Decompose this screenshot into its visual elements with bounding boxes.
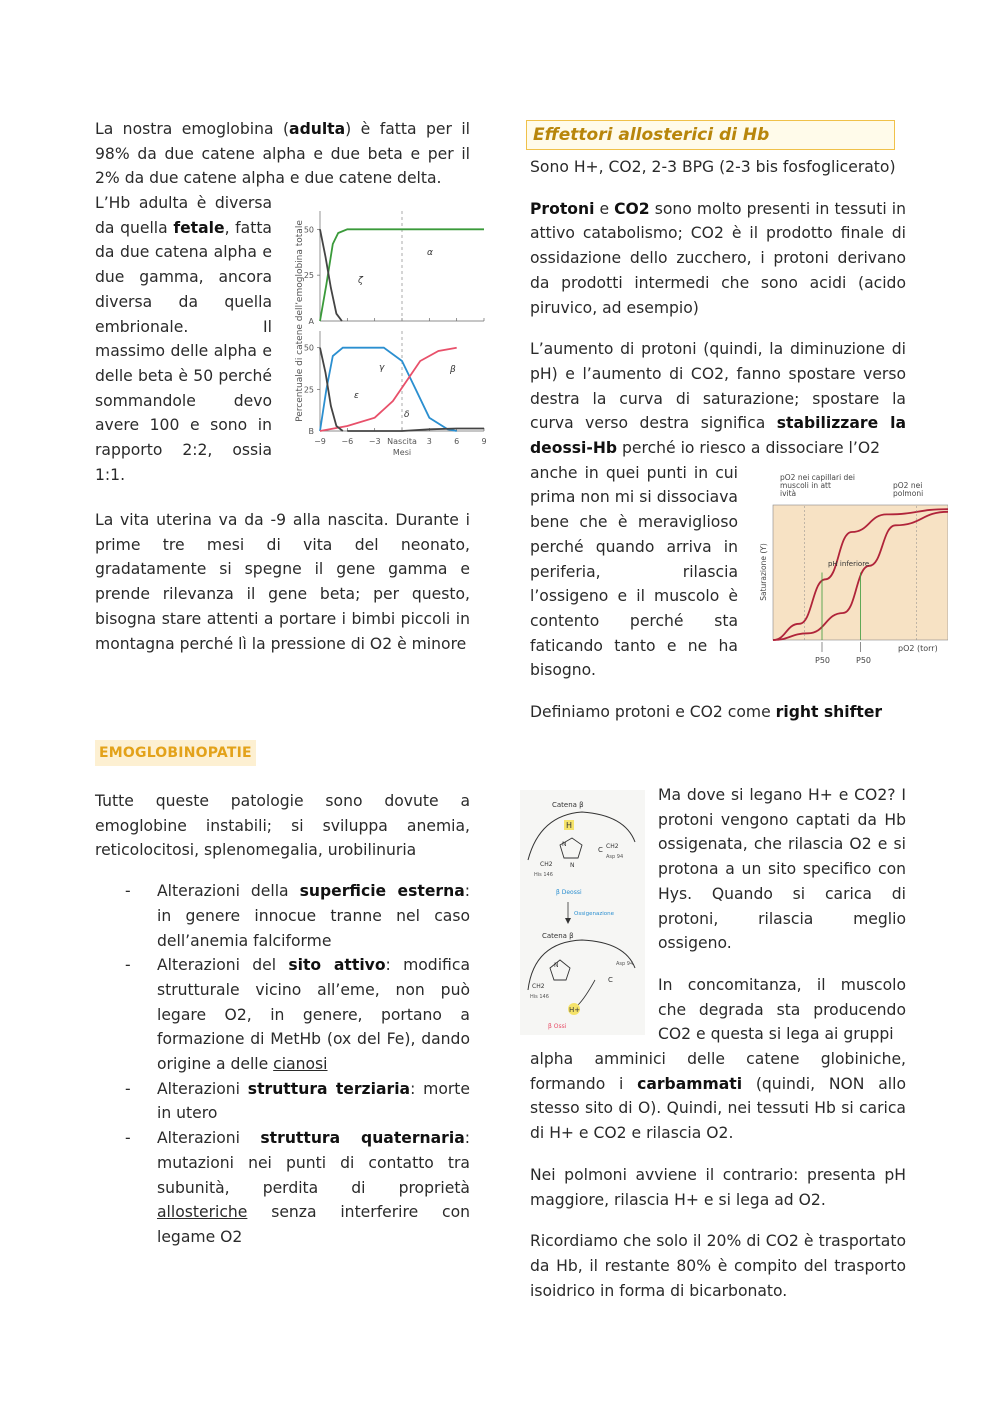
co2-transport-paragraph: Ricordiamo che solo il 20% di CO2 è trasportato da Hb, il restante 80% è compito del trasporto isoidrico in forma di bicarbonato. <box>530 1232 906 1300</box>
item-underlined: cianosi <box>273 1055 328 1074</box>
sat-ylabel: Saturazione (Y) <box>759 543 768 601</box>
item-text: Alterazioni del <box>157 956 289 975</box>
sat-muscle-label: pO2 nei capillari dei muscoli in att ività <box>780 473 858 498</box>
right-shifter-paragraph: Definiamo protoni e CO2 come right shifter <box>530 703 883 722</box>
diagram-asp-bottom: Asp 94 <box>616 961 634 967</box>
diagram-n3: N <box>554 962 559 969</box>
diagram-bottom-label: Catena β <box>542 932 574 940</box>
item-text: senza interferire con legame O2 <box>157 1203 470 1246</box>
binding-paragraph <box>658 783 906 1047</box>
diagram-oxy-label: β Ossi <box>548 1023 567 1030</box>
item-bold: sito attivo <box>288 956 386 975</box>
item-text: : morte in utero <box>157 1079 470 1123</box>
sat-p50-label-2: P50 <box>856 656 872 665</box>
allosteric-heading: Effettori allosterici di Hb <box>526 120 895 150</box>
item-text: : in genere innocue tranne nel caso dell’anemia falciforme <box>157 882 471 950</box>
diagram-deoxy-label: β Deossi <box>556 889 582 896</box>
alteration-item <box>95 1077 470 1126</box>
alteration-item <box>95 879 470 953</box>
diagram-his-bottom: His 146 <box>530 994 549 1000</box>
item-text: Alterazioni della <box>157 882 300 901</box>
sat-xlabel: pO2 (torr) <box>898 644 938 653</box>
diagram-his-top: His 146 <box>534 872 553 878</box>
item-bold: struttura quaternaria <box>260 1129 465 1148</box>
right-column-bottom <box>530 1047 906 1303</box>
alterations-list <box>95 879 470 1250</box>
right-shift-paragraph: L’aumento di protoni (quindi, la diminuzione di pH) e l’aumento di CO2, fanno spostare verso destra la curva di saturazione; spostare la curva verso destra significa stabilizzare la deossi-Hb perché io riesco a dissociare l’O2 <box>530 340 906 458</box>
chart-birth-label: Nascita <box>387 437 417 446</box>
sat-ph-label: pH inferiore <box>828 560 870 568</box>
binding-site-diagram <box>520 790 645 1035</box>
effectors-list: Sono H+, CO2, 2-3 BPG (2-3 bis fosfoglicerato) <box>530 158 896 176</box>
diagram-ch2-top: CH2 <box>540 861 553 868</box>
list-dash: - <box>125 882 131 901</box>
hb-chains-chart <box>292 203 492 465</box>
chart-series-line <box>347 429 484 432</box>
uterine-life-paragraph: La vita uterina va da -9 alla nascita. Durante i prime tre mesi di vita del neonato, gradatamente si spegne il gene gamma e prende rilevanza il gene beta; per questo, bisogna stare attenti a portare i bimbi piccoli in montagna perché lì la pressione di O2 è minore <box>95 511 470 653</box>
diagram-top-label: Catena β <box>552 801 584 809</box>
chart-x-tick-label: −6 <box>341 437 354 446</box>
emoglobinopatie-heading: EMOGLOBINOPATIE <box>95 740 256 766</box>
list-dash: - <box>125 956 131 975</box>
diagram-hplus: H+ <box>569 1006 581 1014</box>
protons-co2-paragraph: Protoni e CO2 sono molto presenti in tessuti in attivo catabolismo; CO2 è il prodotto finale di ossidazione dello zucchero, i protoni derivano da prodotti intermedi che sono acidi (acido piruvico, ad esempio) <box>530 199 906 317</box>
list-dash: - <box>125 1129 131 1148</box>
chart-plot <box>304 211 487 457</box>
diagram-h: H <box>566 821 573 830</box>
diagram-ch2-bottom: CH2 <box>532 983 545 990</box>
item-bold: superficie esterna <box>299 882 465 901</box>
list-dash: - <box>125 1079 131 1098</box>
diagram-c-top: C <box>598 846 603 854</box>
chart-series-label: α <box>427 248 433 258</box>
diagram-c-bottom: C <box>608 976 613 984</box>
chart-series-label: γ <box>379 363 385 373</box>
diagram-ch2-asp: CH2 <box>606 843 619 850</box>
chart-y-tick-label: 25 <box>303 385 314 395</box>
chart-y-tick-label: 50 <box>303 225 314 235</box>
chart-xlabel: Mesi <box>392 448 412 457</box>
chart-x-tick-label: 6 <box>454 437 460 446</box>
diagram-n1: N <box>562 841 567 848</box>
sat-lungs-label: pO2 nei polmoni <box>893 481 925 498</box>
chart-series-label: ζ <box>358 276 363 286</box>
item-text: : mutazioni nei punti di contatto tra subunità, perdita di proprietà <box>157 1129 471 1197</box>
pathologies-intro: Tutte queste patologie sono dovute a emoglobine instabili; si sviluppa anemia, reticolocitosi, splenomegalia, urobilinuria <box>95 792 470 860</box>
binding-question: Ma dove si legano H+ e CO2? I protoni vengono captati da Hb ossigenata, che rilascia O2 e si protona a un sito specifico con Hys. Quando si carica di protoni, rilascia meglio ossigeno. <box>658 786 906 953</box>
diagram-n2: N <box>570 862 575 869</box>
carbamate-paragraph: alpha amminici delle catene globiniche, formando i carbammati (quindi, NON allo stesso sito di O). Quindi, nei tessuti Hb si carica di H+ e CO2 e rilascia O2. <box>530 1050 906 1143</box>
item-text: : modifica strutturale vicino all’eme, non può legare O2, in genere, portano a formazione di MetHb (ox del Fe), dando origine a delle <box>157 956 470 1074</box>
hb-adult-paragraph: La nostra emoglobina (adulta) è fatta per il 98% da due catene alpha e due beta e per il 2% da due catene alpha e due catene delta. <box>95 120 470 188</box>
right-shift-continued: anche in quei punti in cui prima non mi si dissociava bene che è meraviglioso perché quando arriva in periferia, rilascia l’ossigeno e il muscolo è contento perché sta faticando tanto e ne ha bisogno. <box>530 463 738 680</box>
chart-x-tick-label: 9 <box>481 437 487 446</box>
saturation-chart <box>758 470 948 670</box>
item-bold: struttura terziaria <box>247 1079 411 1098</box>
sat-p50-label-1: P50 <box>815 656 831 665</box>
chart-x-tick-label: 3 <box>426 437 432 446</box>
item-underlined: allosteriche <box>157 1203 248 1222</box>
item-text: Alterazioni <box>157 1079 248 1098</box>
emoglobinopatie-section <box>95 789 470 1250</box>
chart-panel-label: A <box>308 317 314 326</box>
chart-y-tick-label: 50 <box>303 343 314 353</box>
chart-series-line <box>320 348 457 431</box>
alteration-item <box>95 953 470 1077</box>
item-text: Alterazioni <box>157 1129 261 1148</box>
diagram-asp-top: Asp 94 <box>606 854 624 860</box>
chart-x-tick-label: −3 <box>368 437 381 446</box>
concomitance-paragraph: In concomitanza, il muscolo che degrada sta producendo CO2 e questa si lega ai gruppi <box>658 975 906 1044</box>
chart-series-label: δ <box>404 410 410 420</box>
chart-series-line <box>320 348 457 431</box>
alteration-item <box>95 1126 470 1250</box>
chart-series-label: ε <box>354 391 359 401</box>
diagram-oxy-arrow-label: Ossigenazione <box>574 911 614 917</box>
chart-y-tick-label: 25 <box>303 271 314 281</box>
chart-panel-label: B <box>308 427 314 436</box>
chart-x-tick-label: −9 <box>314 437 326 446</box>
hb-fetal-paragraph: L’Hb adulta è diversa da quella fetale, fatta da due catena alpha e due gamma, ancora diversa da quella embrionale. Il massimo delle alpha e delle beta è 50 perché sommandole devo avere 100 e sono in rapporto 2:2, ossia 1:1. <box>95 194 272 484</box>
chart-ylabel: Percentuale di catene dell’emoglobina totale <box>295 220 305 422</box>
chart-series-label: β <box>450 365 456 375</box>
lungs-paragraph: Nei polmoni avviene il contrario: presenta pH maggiore, rilascia H+ e si lega ad O2. <box>530 1165 906 1209</box>
